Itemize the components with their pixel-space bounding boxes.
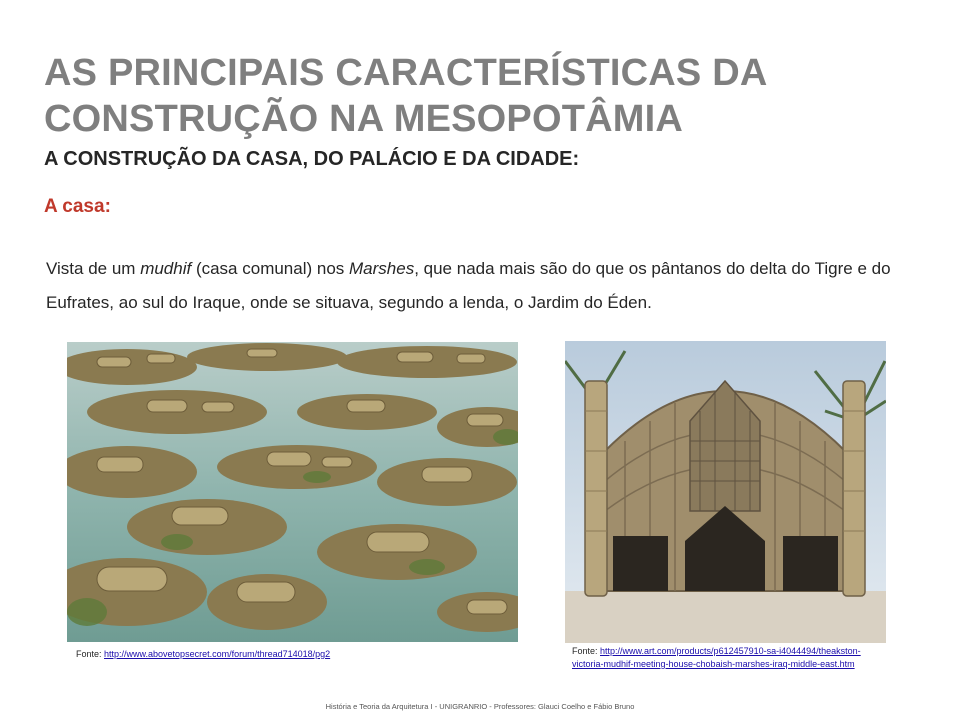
caption-right bbox=[572, 645, 872, 671]
body-term-mudhif: mudhif bbox=[140, 259, 192, 278]
title-line-2: CONSTRUÇÃO NA MESOPOTÂMIA bbox=[44, 98, 684, 140]
body-part-2: (casa comunal) nos bbox=[191, 259, 350, 278]
caption-right-link[interactable]: http://www.art.com/products/p612457910-sa-i4044494/theakston-victoria-mudhif-meeting-house-chobaish-marshes-iraq-middle-east.htm bbox=[572, 646, 861, 669]
title-line-1: AS PRINCIPAIS CARACTERÍSTICAS DA bbox=[44, 52, 768, 94]
caption-left-link[interactable]: http://www.abovetopsecret.com/forum/thread714018/pg2 bbox=[104, 649, 331, 659]
body-term-marshes: Marshes bbox=[349, 259, 415, 278]
slide-title bbox=[44, 50, 904, 142]
body-paragraph bbox=[46, 252, 926, 320]
mudhif-photo bbox=[565, 341, 886, 643]
body-part-3: , que nada mais são do que os pântanos do delta do Tigre e do Eufrates, ao sul do Iraque, onde se situava, segundo a lenda, o Jardim do Éden. bbox=[46, 259, 891, 312]
slide-subtitle: A CONSTRUÇÃO DA CASA, DO PALÁCIO E DA CIDADE: bbox=[44, 148, 580, 170]
caption-left-prefix: Fonte: bbox=[76, 649, 105, 659]
body-part-1: Vista de um bbox=[46, 259, 141, 278]
section-heading: A casa: bbox=[44, 196, 111, 217]
caption-left bbox=[76, 648, 330, 661]
slide-footer: História e Teoria da Arquitetura I - UNIGRANRIO - Professores: Glauci Coelho e Fábio Bruno bbox=[325, 702, 635, 711]
caption-right-prefix: Fonte: bbox=[572, 646, 601, 656]
marsh-villages-photo bbox=[67, 342, 518, 642]
